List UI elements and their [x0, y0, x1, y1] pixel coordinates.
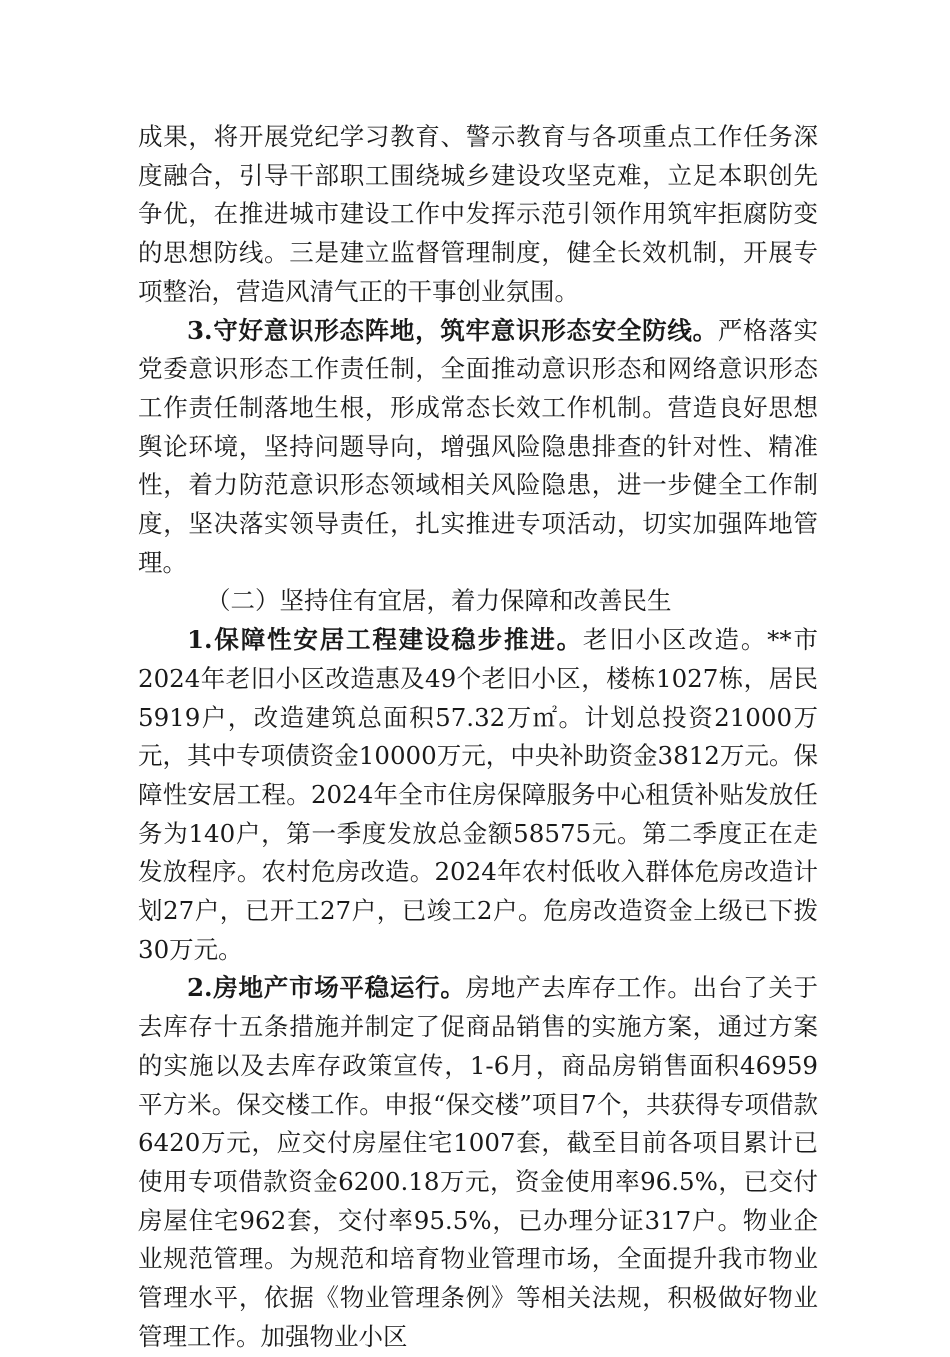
section-heading — [138, 582, 818, 621]
paragraph-heading: 2.房地产市场平稳运行。 — [187, 973, 466, 1003]
paragraph-real-estate — [138, 969, 818, 1356]
paragraph-heading: 3.守好意识形态阵地，筑牢意识形态安全防线。 — [187, 315, 718, 345]
paragraph-continuation — [138, 118, 818, 312]
paragraph-body: 老旧小区改造。**市2024年老旧小区改造惠及49个老旧小区，楼栋1027栋，居民5919户，改造建筑总面积57.32万㎡。计划总投资21000万元，其中专项债资金10000万元，中央补助资金3812万元。保障性安居工程。2024年全市住房保障服务中心租赁补贴发放任务为140户，第一季度发放总金额58575元。第二季度正在走发放程序。农村危房改造。2024年农村低收入群体危房改造计划27户，已开工27户，已竣工2户。危房改造资金上级已下拨30万元。 — [138, 625, 819, 964]
paragraph-ideology — [138, 312, 818, 583]
section-heading-text: （二）坚持住有宜居，着力保障和改善民生 — [206, 586, 672, 616]
paragraph-housing — [138, 621, 818, 969]
paragraph-body: 成果，将开展党纪学习教育、警示教育与各项重点工作任务深度融合，引导干部职工围绕城乡建设攻坚克难，立足本职创先争优，在推进城市建设工作中发挥示范引领作用筑牢拒腐防变的思想防线。三是建立监督管理制度，健全长效机制，开展专项整治，营造风清气正的干事创业氛围。 — [138, 122, 818, 306]
paragraph-heading: 1.保障性安居工程建设稳步推进。 — [187, 625, 583, 655]
paragraph-body: 房地产去库存工作。出台了关于去库存十五条措施并制定了促商品销售的实施方案，通过方案的实施以及去库存政策宣传，1-6月，商品房销售面积46959平方米。保交楼工作。申报“保交楼”项目7个，共获得专项借款6420万元，应交付房屋住宅1007套，截至目前各项目累计已使用专项借款资金6200.18万元，资金使用率96.5%，已交付房屋住宅962套，交付率95.5%，已办理分证317户。物业企业规范管理。为规范和培育物业管理市场，全面提升我市物业管理水平，依据《物业管理条例》等相关法规，积极做好物业管理工作。加强物业小区 — [138, 973, 818, 1351]
document-page — [138, 118, 818, 1357]
paragraph-body: 严格落实党委意识形态工作责任制，全面推动意识形态和网络意识形态工作责任制落地生根，形成常态长效工作机制。营造良好思想舆论环境，坚持问题导向，增强风险隐患排查的针对性、精准性，着力防范意识形态领域相关风险隐患，进一步健全工作制度，坚决落实领导责任，扎实推进专项活动，切实加强阵地管理。 — [138, 315, 819, 577]
